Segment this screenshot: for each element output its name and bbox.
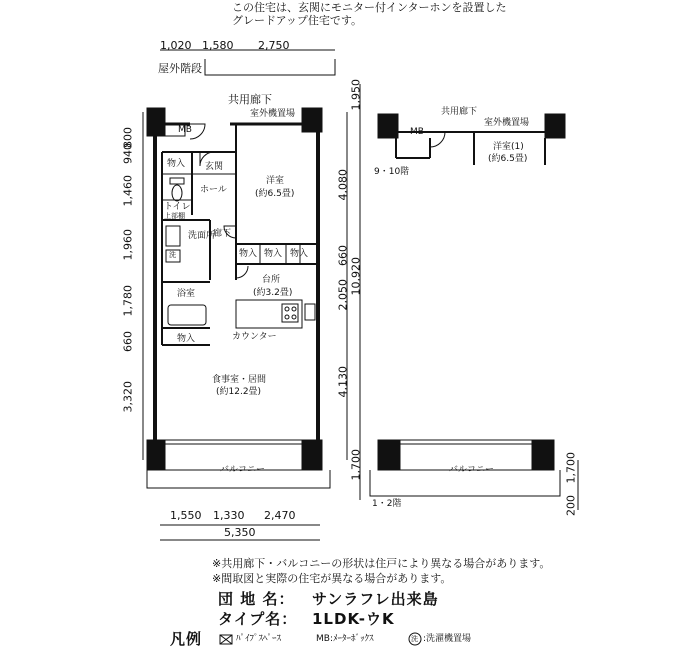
hallway-label: 廊下 — [213, 229, 232, 239]
note-2: ※間取図と実際の住宅が異なる場合があります。 — [212, 572, 452, 585]
estate-name-value: サンラフレ出来島 — [312, 590, 439, 608]
dim-left-3: 1,460 — [121, 175, 135, 207]
dim-left-5: 1,780 — [121, 285, 135, 317]
washer-mark: 洗 — [169, 251, 176, 259]
dim-right-inner-1: 4,080 — [336, 169, 350, 201]
toilet-label: トイレ — [164, 202, 191, 212]
dim-left-2: 940 — [121, 143, 135, 164]
alt-floor-bottom-label: 1・2階 — [372, 499, 402, 509]
cabinet-label: 上部棚 — [164, 212, 185, 220]
dim-top-2: 1,580 — [202, 39, 234, 52]
dim-right-inner-4: 4,130 — [336, 366, 350, 398]
alt-dim-right-2: 200 — [564, 495, 578, 516]
genkan-label: 玄関 — [205, 162, 224, 172]
estate-name-label: 団 地 名： — [218, 590, 295, 608]
dim-top-1: 1,020 — [160, 39, 192, 52]
note-1: ※共用廊下・バルコニーの形状は住戸により異なる場合があります。 — [212, 557, 551, 570]
alt-dim-right-1: 1,700 — [564, 452, 578, 484]
kitchen-size-label: (約3.2畳) — [253, 288, 293, 298]
ac-place-label: 室外機置場 — [250, 109, 296, 119]
legend-pipe-space: ﾊﾟｲﾌﾟｽﾍﾟｰｽ — [236, 634, 282, 644]
alt-western-label: 洋室(1) — [493, 142, 524, 152]
dim-left-7: 3,320 — [121, 381, 135, 413]
legend-mb: MB:ﾒｰﾀｰﾎﾞｯｸｽ — [316, 634, 374, 644]
dim-bottom-3: 2,470 — [264, 509, 296, 522]
western-label: 洋室 — [266, 176, 285, 186]
alt-western-size-label: (約6.5畳) — [488, 154, 528, 164]
living-label: 食事室・居間 — [212, 375, 267, 385]
kitchen-label: 台所 — [262, 275, 281, 285]
alt-balcony-label: バルコニー — [449, 465, 495, 475]
mb-label: MB — [178, 125, 192, 135]
dim-right-outer-1: 1,950 — [349, 79, 363, 111]
storage-5-label: 物入 — [177, 334, 196, 344]
dim-right-outer-3: 1,700 — [349, 449, 363, 481]
dim-left-1: 800 — [121, 127, 135, 148]
dim-bottom-1: 1,550 — [170, 509, 202, 522]
dim-bottom-2: 1,330 — [213, 509, 245, 522]
type-name-label: タイプ名： — [218, 610, 298, 628]
legend-title: 凡例 — [170, 630, 203, 648]
alt-ac-place-label: 室外機置場 — [484, 118, 530, 128]
storage-2-label: 物入 — [239, 249, 258, 259]
alt-floor-top-label: 9・10階 — [374, 167, 410, 177]
corridor-label: 共用廊下 — [228, 93, 272, 106]
alt-corridor-label: 共用廊下 — [441, 107, 478, 117]
legend-washer: :洗濯機置場 — [423, 634, 472, 644]
living-size-label: (約12.2畳) — [216, 387, 262, 397]
storage-3-label: 物入 — [264, 249, 283, 259]
dim-right-outer-2: 10,920 — [349, 257, 363, 296]
dim-left-4: 1,960 — [121, 229, 135, 261]
storage-4-label: 物入 — [290, 249, 309, 259]
notice-line-2: グレードアップ住宅です。 — [232, 14, 363, 27]
alt-mb-label: MB — [410, 127, 424, 137]
counter-label: カウンター — [232, 332, 277, 342]
storage-1-label: 物入 — [167, 159, 186, 169]
western-size-label: (約6.5畳) — [255, 189, 295, 199]
type-name-value: 1LDK-ウK — [312, 610, 395, 628]
bath-label: 浴室 — [177, 289, 196, 299]
notice-line-1: この住宅は、玄関にモニター付インターホンを設置した — [232, 1, 507, 14]
dim-bottom-total: 5,350 — [224, 526, 256, 539]
hall-label: ホール — [200, 185, 227, 195]
dim-top-3: 2,750 — [258, 39, 290, 52]
dim-right-inner-3: 2,050 — [336, 279, 350, 311]
dim-right-inner-2: 660 — [336, 245, 350, 266]
outdoor-stair-label: 屋外階段 — [158, 62, 202, 75]
balcony-label: バルコニー — [220, 465, 266, 475]
dim-left-6: 660 — [121, 331, 135, 352]
legend-washer-mark: 洗 — [411, 635, 418, 643]
washroom-label: 洗面所 — [188, 231, 216, 241]
